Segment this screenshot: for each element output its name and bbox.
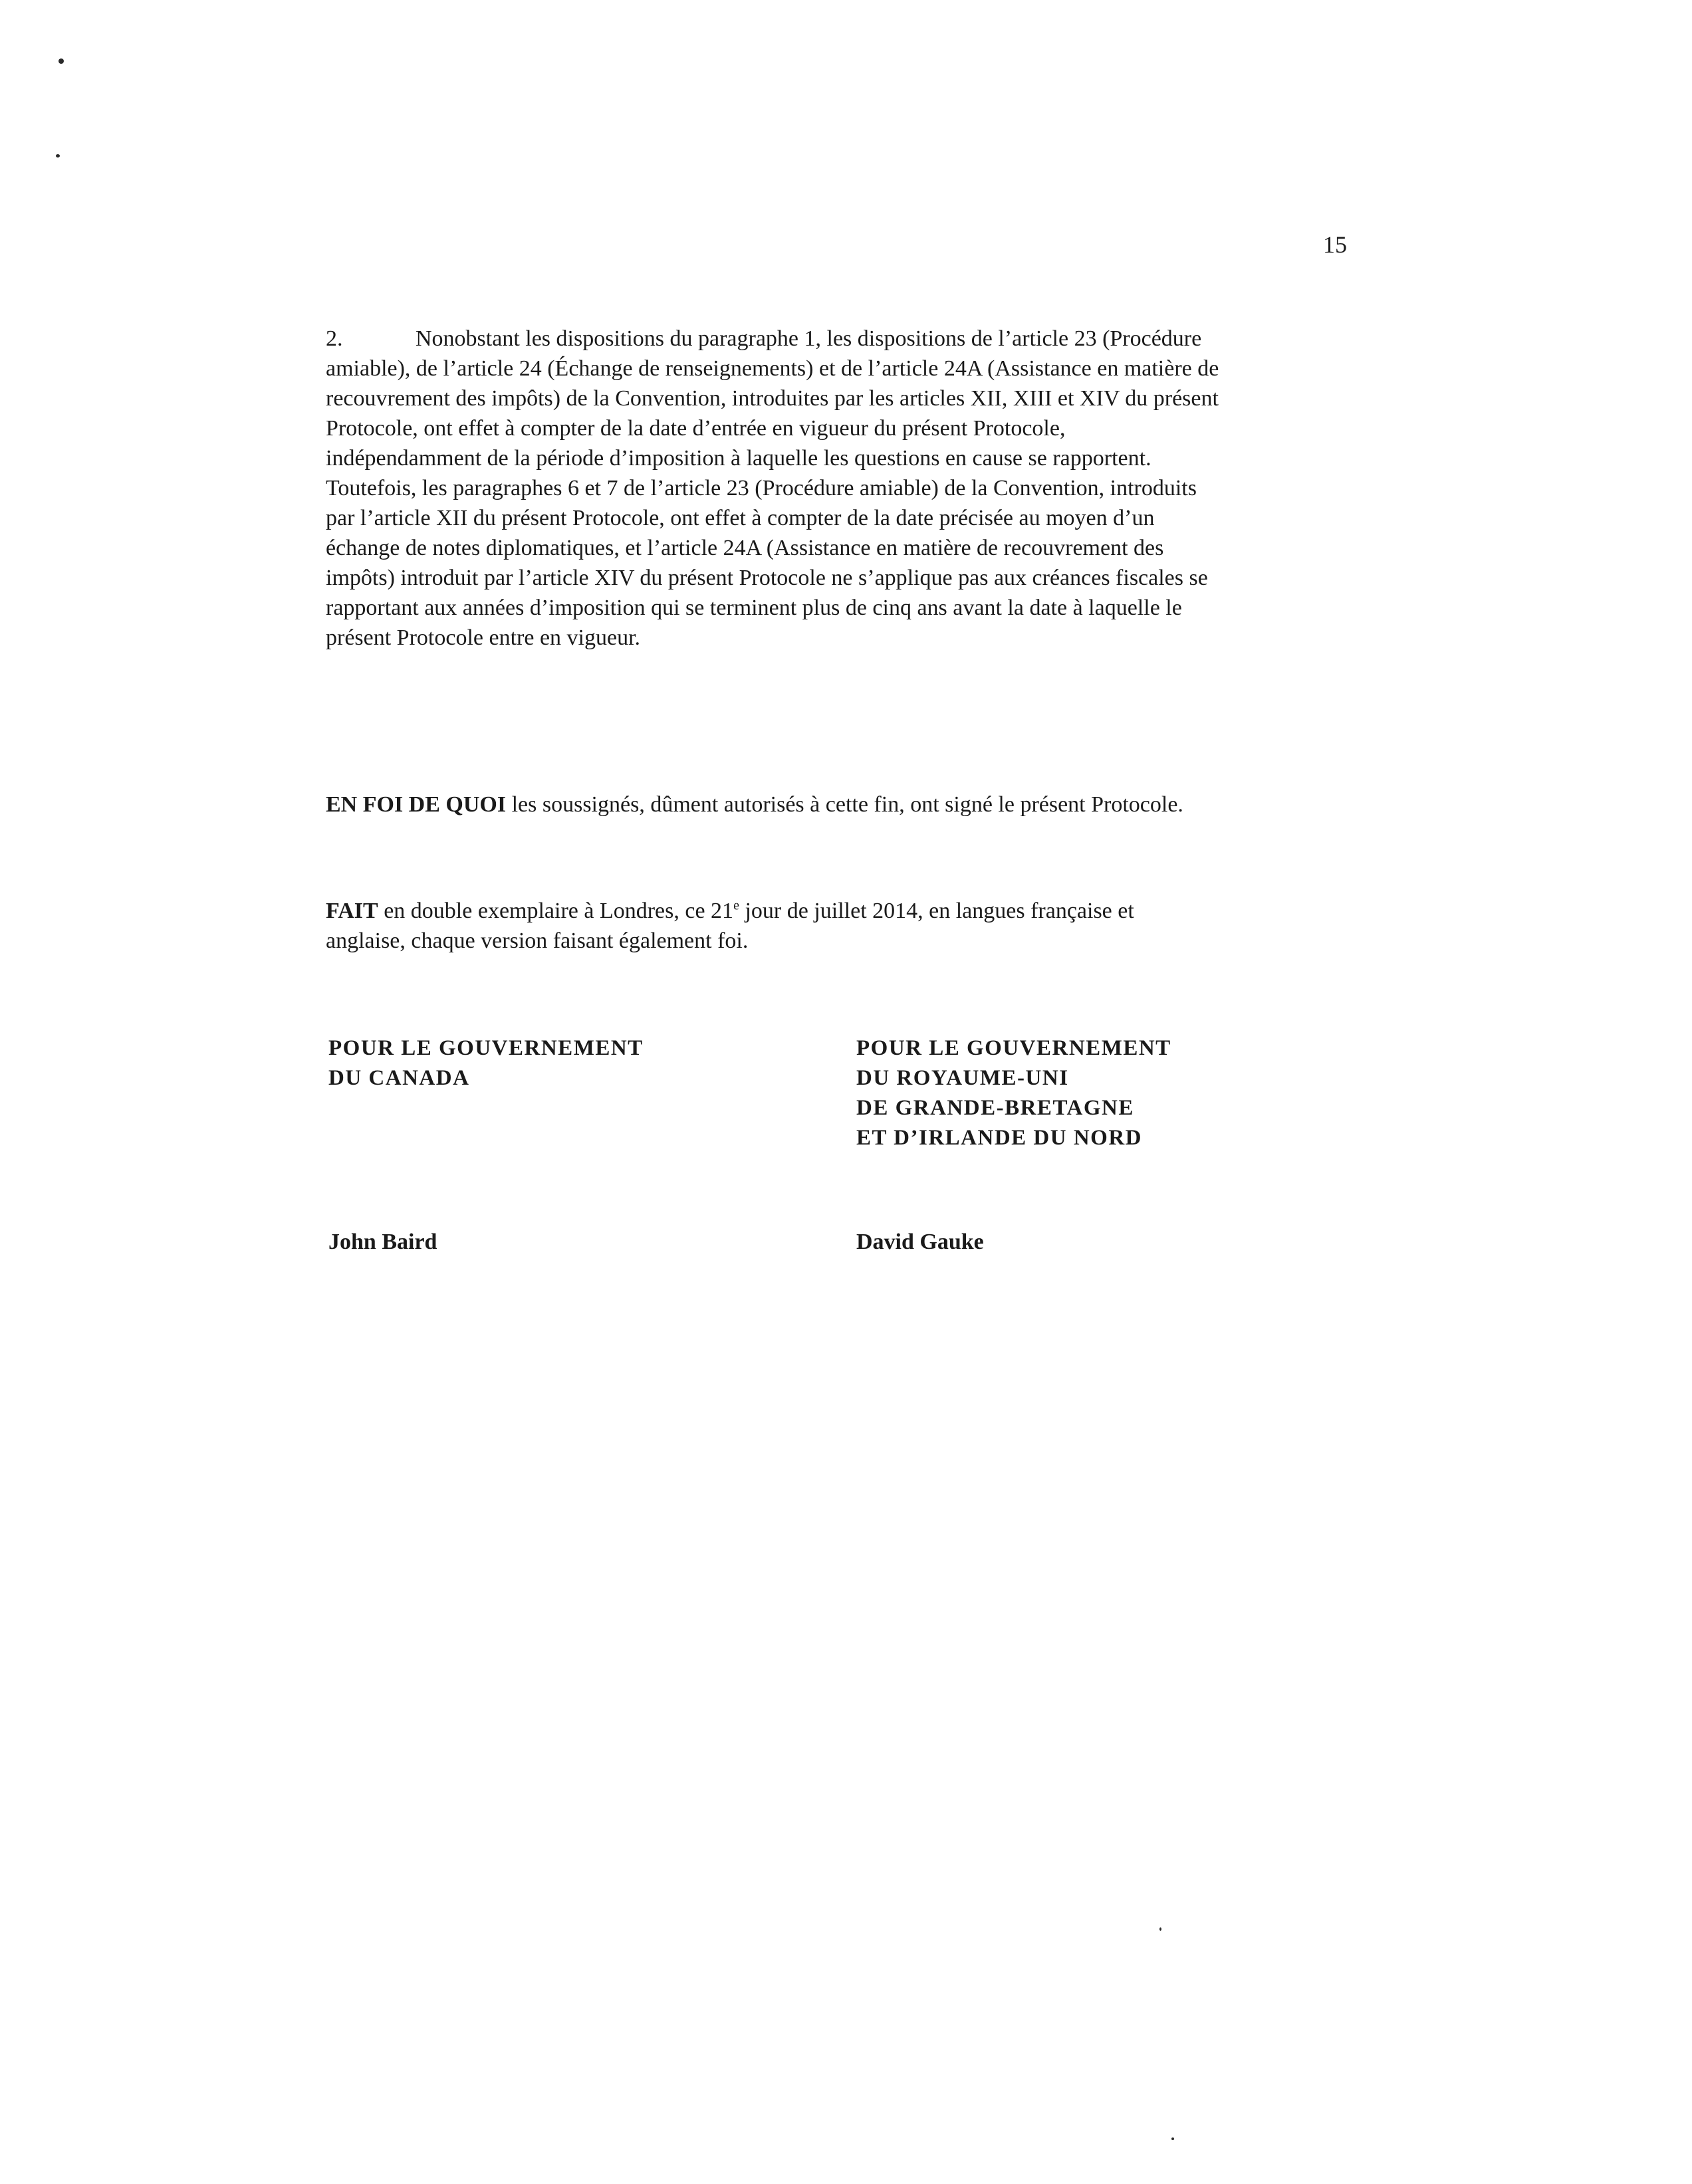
signature-heading-line: DE GRANDE-BRETAGNE [856, 1096, 1134, 1120]
done-clause [326, 896, 1353, 956]
signer-name-uk: David Gauke [856, 1230, 984, 1254]
page-number: 15 [1323, 231, 1347, 258]
paragraph-line: par l’article XII du présent Protocole, ont effet à compter de la date précisée au moyen d’un [326, 506, 1155, 530]
paragraph-line: indépendamment de la période d’imposition à laquelle les questions en cause se rapportent. [326, 446, 1151, 471]
paragraph-line: Protocole, ont effet à compter de la date d’entrée en vigueur du présent Protocole, [326, 416, 1066, 441]
witness-lead: EN FOI DE QUOI [326, 792, 507, 817]
signature-block-uk [856, 1034, 1171, 1153]
paragraph-2 [326, 324, 1353, 653]
paragraph-line: Toutefois, les paragraphes 6 et 7 de l’article 23 (Procédure amiable) de la Convention, introduits [326, 476, 1197, 500]
signature-heading-line: DU CANADA [328, 1066, 470, 1090]
paragraph-line: recouvrement des impôts) de la Convention, introduites par les articles XII, XIII et XIV du présent [326, 386, 1219, 411]
done-line-2: anglaise, chaque version faisant également foi. [326, 928, 749, 953]
paragraph-text: Nonobstant les dispositions du paragraphe 1, les dispositions de l’article 23 (Procédure [416, 326, 1202, 351]
witness-clause [326, 790, 1353, 819]
signature-heading-line: DU ROYAUME-UNI [856, 1066, 1069, 1090]
signature-heading-line: POUR LE GOUVERNEMENT [328, 1036, 644, 1060]
signature-heading-line: POUR LE GOUVERNEMENT [856, 1036, 1171, 1060]
paragraph-line [326, 324, 1353, 354]
done-text-continued: jour de juillet 2014, en langues française et [739, 899, 1134, 923]
signature-block-canada [328, 1034, 644, 1093]
scan-speck [1159, 1927, 1161, 1931]
witness-text: les soussignés, dûment autorisés à cette fin, ont signé le présent Protocole. [506, 792, 1183, 817]
paragraph-line: échange de notes diplomatiques, et l’article 24A (Assistance en matière de recouvrement des [326, 536, 1164, 560]
paragraph-line: amiable), de l’article 24 (Échange de renseignements) et de l’article 24A (Assistance en matière de [326, 356, 1219, 381]
scan-speck [1171, 2137, 1174, 2140]
done-text: en double exemplaire à Londres, ce 21 [378, 899, 734, 923]
scan-speck [56, 154, 60, 158]
done-line-1 [326, 896, 1353, 926]
signature-heading-line: ET D’IRLANDE DU NORD [856, 1126, 1143, 1150]
paragraph-line: présent Protocole entre en vigueur. [326, 625, 641, 650]
paragraph-line: impôts) introduit par l’article XIV du présent Protocole ne s’applique pas aux créances fiscales se [326, 566, 1208, 590]
done-lead: FAIT [326, 899, 378, 923]
paragraph-line: rapportant aux années d’imposition qui se terminent plus de cinq ans avant la date à laquelle le [326, 596, 1182, 620]
paragraph-number: 2. [326, 326, 343, 351]
signer-name-canada: John Baird [328, 1230, 437, 1254]
ordinal-suffix: e [733, 898, 739, 913]
scan-speck [59, 58, 64, 64]
